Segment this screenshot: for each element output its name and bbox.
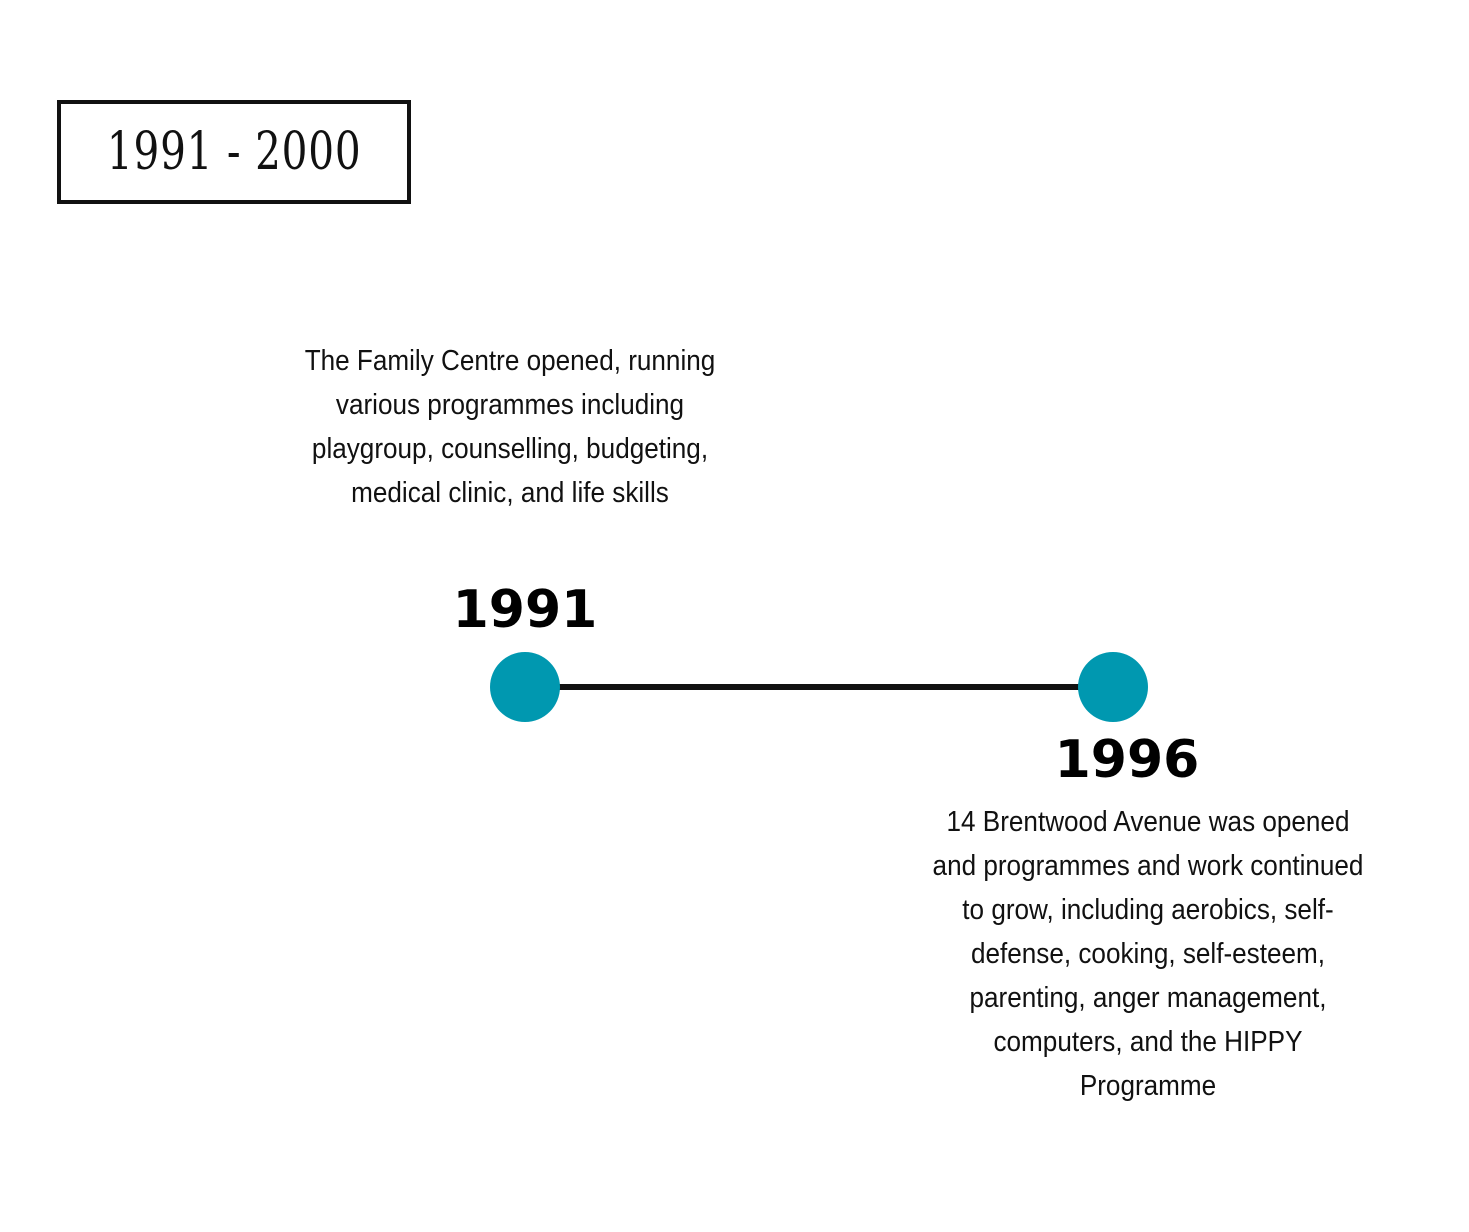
period-title: 1991 - 2000 bbox=[106, 122, 362, 182]
event-year-1996: 1996 bbox=[1054, 730, 1200, 790]
timeline-marker-1991 bbox=[490, 652, 560, 722]
period-title-box bbox=[57, 100, 411, 204]
event-description-1991: The Family Centre opened, running various programmes including playgroup, counselling, budgeting, medical clinic, and life skills bbox=[304, 345, 716, 509]
timeline-marker-1996 bbox=[1078, 652, 1148, 722]
event-year-1991: 1991 bbox=[452, 580, 598, 640]
event-description-1996: 14 Brentwood Avenue was opened and programmes and work continued to grow, including aerobics, self-defense, cooking, self-esteem, parenting, anger management, computers, and the HIPPY Programme bbox=[932, 806, 1364, 1102]
timeline-connector-line bbox=[525, 684, 1113, 690]
